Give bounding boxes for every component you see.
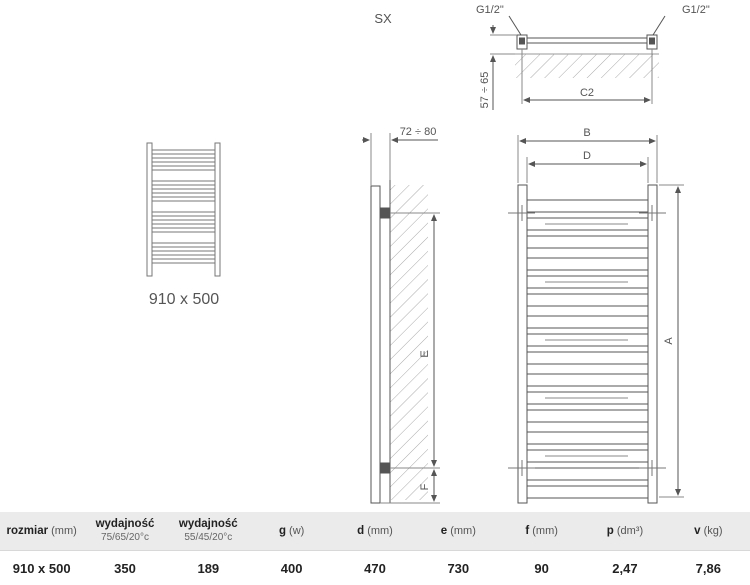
e-dimension-label: E: [419, 350, 431, 357]
thumbnail-bar: [152, 228, 215, 232]
thumbnail-bar: [152, 220, 215, 224]
front-bar: [527, 410, 648, 422]
header-v: v (kg): [667, 512, 750, 551]
front-bar: [527, 316, 648, 328]
cell-f: 90: [500, 551, 583, 585]
thumbnail-radiator: [147, 143, 220, 276]
top-right-connection: G1/2": [682, 4, 710, 16]
thumbnail-bar: [152, 189, 215, 193]
wall-distance-label: 72 ÷ 80: [400, 126, 437, 138]
header-d: d (mm): [333, 512, 416, 551]
front-bar: [527, 294, 648, 306]
cell-d: 470: [333, 551, 416, 585]
header-e: e (mm): [417, 512, 500, 551]
front-view: [508, 135, 684, 503]
model-label: SX: [374, 11, 392, 26]
top-view: [490, 16, 665, 110]
header-size: rozmiar (mm): [0, 512, 83, 551]
b-dimension-label: B: [583, 127, 590, 139]
thumbnail-bar: [152, 158, 215, 162]
cell-v: 7,86: [667, 551, 750, 585]
header-g: g (w): [250, 512, 333, 551]
front-bar: [527, 258, 648, 270]
thumbnail-bar: [152, 212, 215, 216]
a-dimension-label: A: [663, 337, 675, 345]
c2-dimension-label: C2: [580, 87, 594, 99]
top-left-connection: G1/2": [476, 4, 504, 16]
front-bar: [527, 352, 648, 364]
cell-e: 730: [417, 551, 500, 585]
table-row: [0, 551, 750, 585]
front-bar: [527, 432, 648, 444]
thumbnail-bar: [152, 181, 215, 185]
spec-table: [0, 512, 750, 585]
thumbnail-bar: [152, 150, 215, 154]
header-output-55: wydajność 55/45/20°c: [167, 512, 250, 551]
front-bar: [527, 374, 648, 386]
header-p: p (dm³): [583, 512, 666, 551]
thumbnail-bar: [152, 251, 215, 255]
d-dimension-label: D: [583, 150, 591, 162]
front-bar: [527, 236, 648, 248]
cell-output-75: 350: [83, 551, 166, 585]
front-bar: [527, 468, 648, 480]
cell-output-55: 189: [167, 551, 250, 585]
header-output-75: wydajność 75/65/20°c: [83, 512, 166, 551]
thumbnail-caption: 910 x 500: [149, 291, 219, 308]
spec-table-header: [0, 512, 750, 551]
header-f: f (mm): [500, 512, 583, 551]
depth-dimension-label: 57 ÷ 65: [479, 72, 491, 109]
thumbnail-bar: [152, 197, 215, 201]
front-bar: [527, 486, 648, 498]
side-view: [362, 133, 440, 503]
cell-g: 400: [250, 551, 333, 585]
cell-size: 910 x 500: [0, 551, 83, 585]
thumbnail-bar: [152, 259, 215, 263]
f-dimension-label: F: [419, 483, 431, 490]
front-bar: [527, 200, 648, 212]
cell-p: 2,47: [583, 551, 666, 585]
thumbnail-bar: [152, 166, 215, 170]
thumbnail-bar: [152, 243, 215, 247]
